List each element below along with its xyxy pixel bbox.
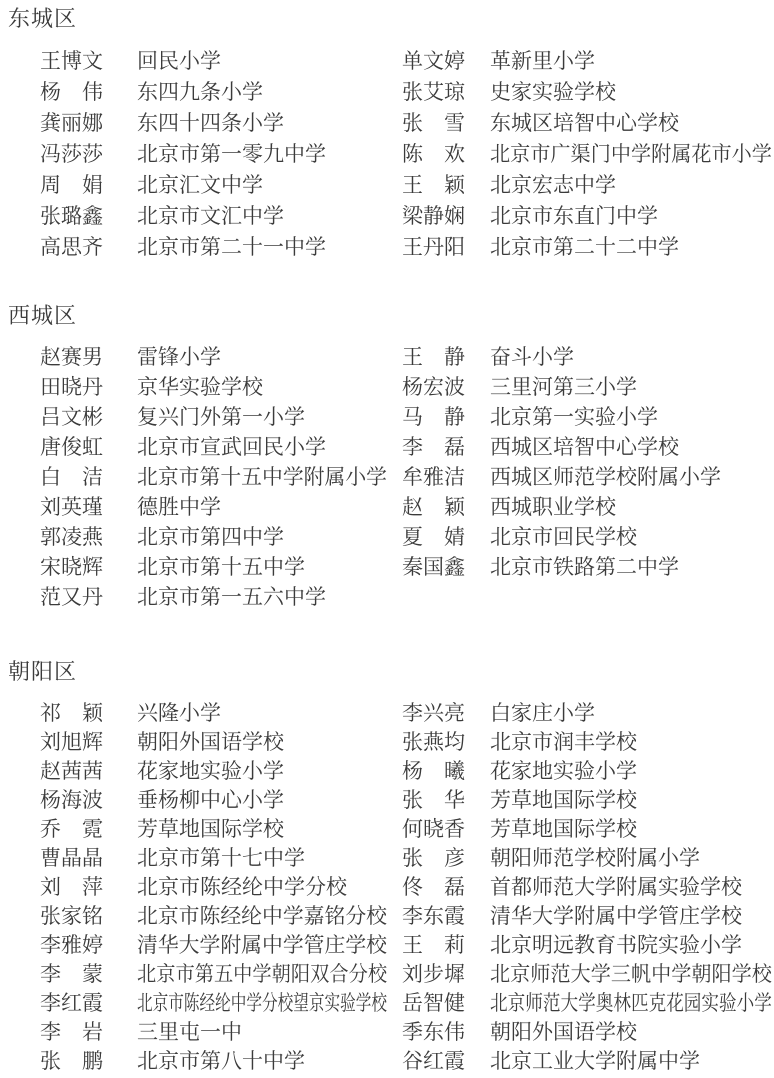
table-row: [390, 871, 774, 900]
person-name: 赵 颖: [402, 495, 465, 519]
school-name: 北京市第四中学: [137, 525, 284, 549]
table-row: [8, 341, 390, 371]
person-name: 范又丹: [40, 585, 103, 609]
table-row: [390, 168, 774, 199]
school-name: 北京市回民学校: [490, 525, 637, 549]
table-row: [8, 900, 390, 929]
table-row: [8, 491, 390, 521]
person-name: 张艾琼: [402, 79, 465, 104]
person-name: 吕文彬: [40, 405, 103, 429]
table-column-right: [390, 341, 774, 611]
table-row: [390, 958, 774, 987]
school-name: 西城职业学校: [490, 495, 616, 519]
school-name: 北京市第一零九中学: [137, 141, 326, 166]
school-name: 北京第一实验小学: [490, 405, 658, 429]
school-name: 北京明远教育书院实验小学: [490, 932, 742, 957]
person-name: 何晓香: [402, 816, 465, 841]
person-name: 杨 伟: [40, 79, 103, 104]
person-name: 白 洁: [40, 465, 103, 489]
school-name: 芳草地国际学校: [490, 816, 637, 841]
table-row: [8, 551, 390, 581]
person-name: 佟 磊: [402, 874, 465, 899]
school-name: 东四十四条小学: [137, 110, 284, 135]
table-row: [8, 581, 390, 611]
person-name: 梁静娴: [402, 203, 465, 228]
school-name: 三里河第三小学: [490, 375, 637, 399]
person-name: 张 彦: [402, 845, 465, 870]
school-name: 北京市第一五六中学: [137, 585, 326, 609]
person-name: 杨 曦: [402, 758, 465, 783]
school-name: 北京市第十五中学: [137, 555, 305, 579]
school-name: 朝阳师范学校附属小学: [490, 845, 700, 870]
person-name: 唐俊虹: [40, 435, 103, 459]
table-row: [8, 726, 390, 755]
person-name: 张 鹏: [40, 1048, 103, 1073]
person-name: 龚丽娜: [40, 110, 103, 135]
school-name: 京华实验学校: [137, 375, 263, 399]
name-school-table: [8, 44, 774, 261]
school-name: 奋斗小学: [490, 345, 574, 369]
person-name: 谷红霞: [402, 1048, 465, 1073]
table-row: [8, 987, 390, 1016]
school-name: 北京师范大学奥林匹克花园实验小学: [490, 990, 772, 1015]
person-name: 刘步墀: [402, 961, 465, 986]
table-column-right: [390, 697, 774, 1074]
person-name: 高思齐: [40, 234, 103, 259]
school-name: 三里屯一中: [137, 1019, 242, 1044]
school-name: 西城区师范学校附属小学: [490, 465, 721, 489]
person-name: 单文婷: [402, 48, 465, 73]
school-name: 兴隆小学: [137, 700, 221, 725]
table-column-left: [8, 44, 390, 261]
person-name: 秦国鑫: [402, 555, 465, 579]
school-name: 东城区培智中心学校: [490, 110, 679, 135]
person-name: 季东伟: [402, 1019, 465, 1044]
table-row: [390, 755, 774, 784]
person-name: 马 静: [402, 405, 465, 429]
school-name: 北京师范大学三帆中学朝阳学校: [490, 961, 772, 986]
person-name: 张燕均: [402, 729, 465, 754]
person-name: 宋晓辉: [40, 555, 103, 579]
school-name: 北京市东直门中学: [490, 203, 658, 228]
table-row: [8, 168, 390, 199]
table-row: [390, 521, 774, 551]
table-row: [8, 929, 390, 958]
school-name: 芳草地国际学校: [490, 787, 637, 812]
table-row: [8, 755, 390, 784]
person-name: 岳智健: [402, 990, 465, 1015]
table-row: [390, 199, 774, 230]
person-name: 王博文: [40, 48, 103, 73]
person-name: 杨海波: [40, 787, 103, 812]
district-title: 朝阳区: [8, 659, 78, 684]
school-name: 东四九条小学: [137, 79, 263, 104]
person-name: 郭凌燕: [40, 525, 103, 549]
table-row: [8, 371, 390, 401]
person-name: 夏 婧: [402, 525, 465, 549]
table-row: [8, 230, 390, 261]
table-row: [8, 1045, 390, 1074]
person-name: 李兴亮: [402, 700, 465, 725]
school-name: 清华大学附属中学管庄学校: [137, 932, 387, 957]
school-name: 垂杨柳中心小学: [137, 787, 284, 812]
person-name: 刘旭辉: [40, 729, 103, 754]
table-row: [390, 491, 774, 521]
table-row: [390, 230, 774, 261]
person-name: 刘英瑾: [40, 495, 103, 519]
table-row: [390, 697, 774, 726]
name-school-table: [8, 697, 774, 1074]
table-column-left: [8, 341, 390, 611]
person-name: 李雅婷: [40, 932, 103, 957]
district-section: [8, 659, 774, 1074]
school-name: 芳草地国际学校: [137, 816, 284, 841]
table-row: [8, 137, 390, 168]
table-row: [8, 842, 390, 871]
table-row: [390, 137, 774, 168]
person-name: 赵赛男: [40, 345, 103, 369]
school-name: 北京市第八十中学: [137, 1048, 305, 1073]
table-row: [390, 75, 774, 106]
district-title: 东城区: [8, 6, 78, 31]
person-name: 周 娟: [40, 172, 103, 197]
name-school-table: [8, 341, 774, 611]
table-row: [390, 987, 774, 1016]
table-row: [390, 1045, 774, 1074]
person-name: 田晓丹: [40, 375, 103, 399]
table-row: [8, 431, 390, 461]
school-name: 北京市第十五中学附属小学: [137, 465, 387, 489]
person-name: 张家铭: [40, 903, 103, 928]
school-name: 北京汇文中学: [137, 172, 263, 197]
person-name: 李 磊: [402, 435, 465, 459]
person-name: 王 莉: [402, 932, 465, 957]
school-name: 首都师范大学附属实验学校: [490, 874, 742, 899]
school-name: 北京市第五中学朝阳双合分校: [137, 961, 388, 986]
school-name: 北京市文汇中学: [137, 203, 284, 228]
table-column-right: [390, 44, 774, 261]
district-section: [8, 303, 774, 611]
school-name: 雷锋小学: [137, 345, 221, 369]
person-name: 李东霞: [402, 903, 465, 928]
table-row: [390, 401, 774, 431]
school-name: 北京市宣武回民小学: [137, 435, 326, 459]
table-row: [390, 431, 774, 461]
table-row: [390, 106, 774, 137]
school-name: 北京市第十七中学: [137, 845, 305, 870]
table-row: [390, 929, 774, 958]
table-row: [8, 521, 390, 551]
person-name: 张 雪: [402, 110, 465, 135]
table-row: [8, 784, 390, 813]
table-row: [390, 726, 774, 755]
school-name: 花家地实验小学: [490, 758, 637, 783]
table-row: [390, 44, 774, 75]
table-row: [390, 842, 774, 871]
table-row: [390, 551, 774, 581]
person-name: 王 颖: [402, 172, 465, 197]
school-name: 史家实验学校: [490, 79, 616, 104]
school-name: 朝阳外国语学校: [490, 1019, 637, 1044]
table-row: [8, 199, 390, 230]
table-row: [8, 401, 390, 431]
school-name: 花家地实验小学: [137, 758, 284, 783]
table-row: [8, 461, 390, 491]
table-row: [8, 1016, 390, 1045]
school-name: 北京市润丰学校: [490, 729, 637, 754]
table-row: [390, 461, 774, 491]
school-name: 北京宏志中学: [490, 172, 616, 197]
school-name: 白家庄小学: [490, 700, 595, 725]
district-section: [8, 6, 774, 261]
table-row: [390, 341, 774, 371]
school-name: 清华大学附属中学管庄学校: [490, 903, 742, 928]
school-name: 北京工业大学附属中学: [490, 1048, 700, 1073]
school-name: 北京市陈经纶中学嘉铭分校: [137, 903, 387, 928]
person-name: 牟雅洁: [402, 465, 465, 489]
table-row: [390, 784, 774, 813]
table-row: [8, 75, 390, 106]
person-name: 张璐鑫: [40, 203, 103, 228]
person-name: 赵茜茜: [40, 758, 103, 783]
person-name: 冯莎莎: [40, 141, 103, 166]
table-row: [8, 697, 390, 726]
person-name: 张 华: [402, 787, 465, 812]
table-row: [8, 958, 390, 987]
school-name: 朝阳外国语学校: [137, 729, 284, 754]
school-name: 复兴门外第一小学: [137, 405, 305, 429]
school-name: 革新里小学: [490, 48, 595, 73]
person-name: 刘 萍: [40, 874, 103, 899]
table-row: [390, 813, 774, 842]
person-name: 王丹阳: [402, 234, 465, 259]
school-name: 回民小学: [137, 48, 221, 73]
person-name: 乔 霓: [40, 816, 103, 841]
table-row: [8, 44, 390, 75]
person-name: 李 蒙: [40, 961, 103, 986]
person-name: 李红霞: [40, 990, 103, 1015]
person-name: 王 静: [402, 345, 465, 369]
table-row: [8, 813, 390, 842]
person-name: 李 岩: [40, 1019, 103, 1044]
person-name: 祁 颖: [40, 700, 103, 725]
school-name: 北京市第二十一中学: [137, 234, 326, 259]
table-row: [8, 106, 390, 137]
table-row: [390, 1016, 774, 1045]
district-title: 西城区: [8, 303, 78, 328]
school-name: 北京市第二十二中学: [490, 234, 679, 259]
school-name: 北京市陈经纶中学分校: [137, 874, 347, 899]
school-name: 北京市铁路第二中学: [490, 555, 679, 579]
table-row: [8, 871, 390, 900]
table-column-left: [8, 697, 390, 1074]
school-name: 西城区培智中心学校: [490, 435, 679, 459]
school-name: 德胜中学: [137, 495, 221, 519]
school-name: 北京市广渠门中学附属花市小学: [490, 141, 772, 166]
table-row: [390, 900, 774, 929]
school-name: 北京市陈经纶中学分校望京实验学校: [137, 990, 387, 1015]
person-name: 杨宏波: [402, 375, 465, 399]
person-name: 曹晶晶: [40, 845, 103, 870]
table-row: [390, 371, 774, 401]
person-name: 陈 欢: [402, 141, 465, 166]
